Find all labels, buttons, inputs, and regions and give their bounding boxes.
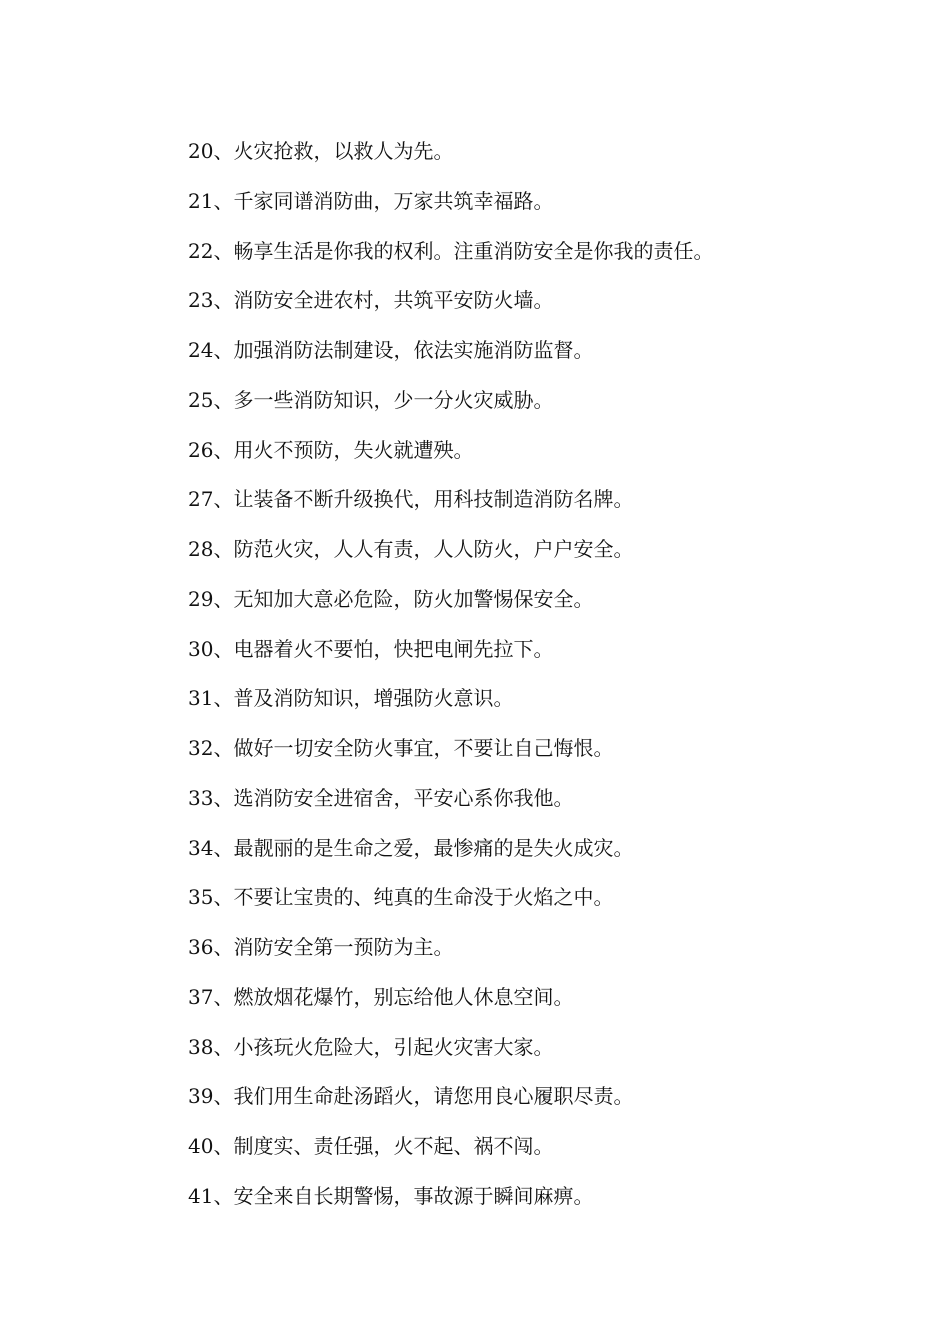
list-item: 38、小孩玩火危险大，引起火灾害大家。 <box>188 1034 554 1059</box>
list-item: 21、千家同谱消防曲，万家共筑幸福路。 <box>188 188 554 213</box>
slogan-list <box>188 134 908 1229</box>
list-item: 23、消防安全进农村，共筑平安防火墙。 <box>188 288 554 313</box>
list-item: 25、多一些消防知识，少一分火灾威胁。 <box>188 387 554 412</box>
list-item: 41、安全来自长期警惕，事故源于瞬间麻痹。 <box>188 1183 594 1208</box>
list-item: 24、加强消防法制建设，依法实施消防监督。 <box>188 338 594 362</box>
list-item: 34、最靓丽的是生命之爱，最惨痛的是失火成灾。 <box>188 835 634 860</box>
list-item: 35、不要让宝贵的、纯真的生命没于火焰之中。 <box>188 885 614 910</box>
list-item: 39、我们用生命赴汤蹈火，请您用良心履职尽责。 <box>188 1084 634 1109</box>
list-item: 26、用火不预防，失火就遭殃。 <box>188 437 474 462</box>
list-item: 32、做好一切安全防火事宜，不要让自己悔恨。 <box>188 736 614 760</box>
list-item: 27、让装备不断升级换代，用科技制造消防名牌。 <box>188 487 634 512</box>
list-item: 40、制度实、责任强，火不起、祸不闯。 <box>188 1134 554 1158</box>
list-item: 29、无知加大意必危险，防火加警惕保安全。 <box>188 586 594 611</box>
list-item: 36、消防安全第一预防为主。 <box>188 935 454 959</box>
list-item: 22、畅享生活是你我的权利。注重消防安全是你我的责任。 <box>188 238 714 263</box>
list-item: 33、选消防安全进宿舍，平安心系你我他。 <box>188 785 574 810</box>
list-item: 28、防范火灾，人人有责，人人防火，户户安全。 <box>188 537 634 561</box>
list-item: 31、普及消防知识，增强防火意识。 <box>188 686 514 711</box>
list-item: 37、燃放烟花爆竹，别忘给他人休息空间。 <box>188 984 574 1009</box>
list-item: 20、火灾抢救，以救人为先。 <box>188 139 454 163</box>
list-item: 30、电器着火不要怕，快把电闸先拉下。 <box>188 636 554 661</box>
